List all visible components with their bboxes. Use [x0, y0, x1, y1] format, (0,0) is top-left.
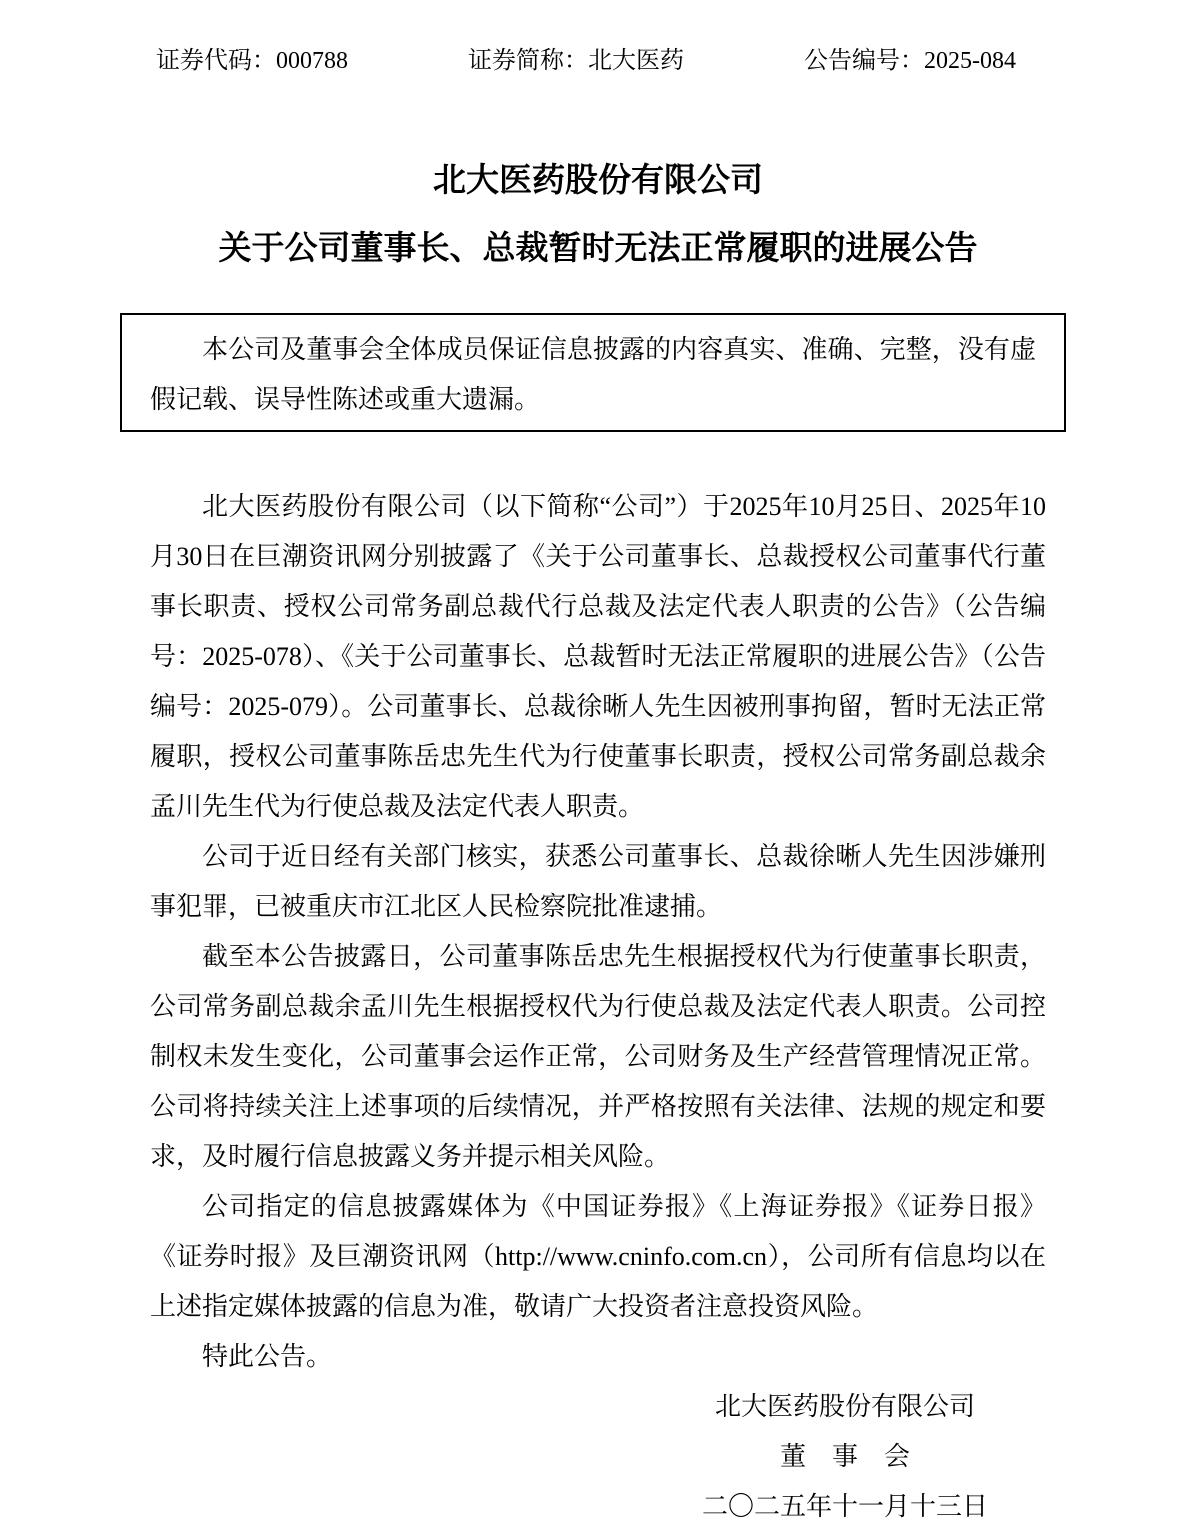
signature-date: 二〇二五年十一月十三日: [701, 1492, 988, 1521]
document-header: [156, 46, 1016, 76]
body-paragraph-2: 公司于近日经有关部门核实，获悉公司董事长、总裁徐晰人先生因涉嫌刑事犯罪，已被重庆市江北区人民检察院批准逮捕。: [150, 842, 1046, 921]
body-paragraph-closing: 特此公告。: [202, 1342, 333, 1371]
stock-abbr: 证券简称：北大医药: [468, 48, 684, 74]
disclaimer-box: [120, 313, 1066, 432]
body-paragraph-3: 截至本公告披露日，公司董事陈岳忠先生根据授权代为行使董事长职责，公司常务副总裁余孟川先生根据授权代为行使总裁及法定代表人职责。公司控制权未发生变化，公司董事会运作正常，公司财务及生产经营管理情况正常。公司将持续关注上述事项的后续情况，并严格按照有关法律、法规的规定和要求，及时履行信息披露义务并提示相关风险。: [150, 942, 1046, 1171]
signature-company: 北大医药股份有限公司: [714, 1392, 975, 1421]
announcement-number: 公告编号：2025-084: [804, 48, 1016, 74]
announcement-title: 关于公司董事长、总裁暂时无法正常履职的进展公告: [218, 231, 978, 267]
company-title: 北大医药股份有限公司: [433, 163, 763, 199]
stock-code: 证券代码：000788: [156, 48, 348, 74]
disclaimer-text: 本公司及董事会全体成员保证信息披露的内容真实、准确、完整，没有虚假记载、误导性陈述或重大遗漏。: [150, 335, 1036, 414]
document-body: [150, 482, 1046, 1531]
signature-block: [695, 1382, 995, 1531]
signature-board: 董 事 会: [779, 1442, 910, 1471]
body-paragraph-4: 公司指定的信息披露媒体为《中国证券报》《上海证券报》《证券日报》《证券时报》及巨潮资讯网（http://www.cninfo.com.cn），公司所有信息均以在上述指定媒体披露的信息为准，敬请广大投资者注意投资风险。: [150, 1192, 1046, 1321]
body-paragraph-1: 北大医药股份有限公司（以下简称“公司”）于2025年10月25日、2025年10月30日在巨潮资讯网分别披露了《关于公司董事长、总裁授权公司董事代行董事长职责、授权公司常务副总裁代行总裁及法定代表人职责的公告》（公告编号：2025-078）、《关于公司董事长、总裁暂时无法正常履职的进展公告》（公告编号：2025-079）。公司董事长、总裁徐晰人先生因被刑事拘留，暂时无法正常履职，授权公司董事陈岳忠先生代为行使董事长职责，授权公司常务副总裁余孟川先生代为行使总裁及法定代表人职责。: [150, 492, 1046, 821]
